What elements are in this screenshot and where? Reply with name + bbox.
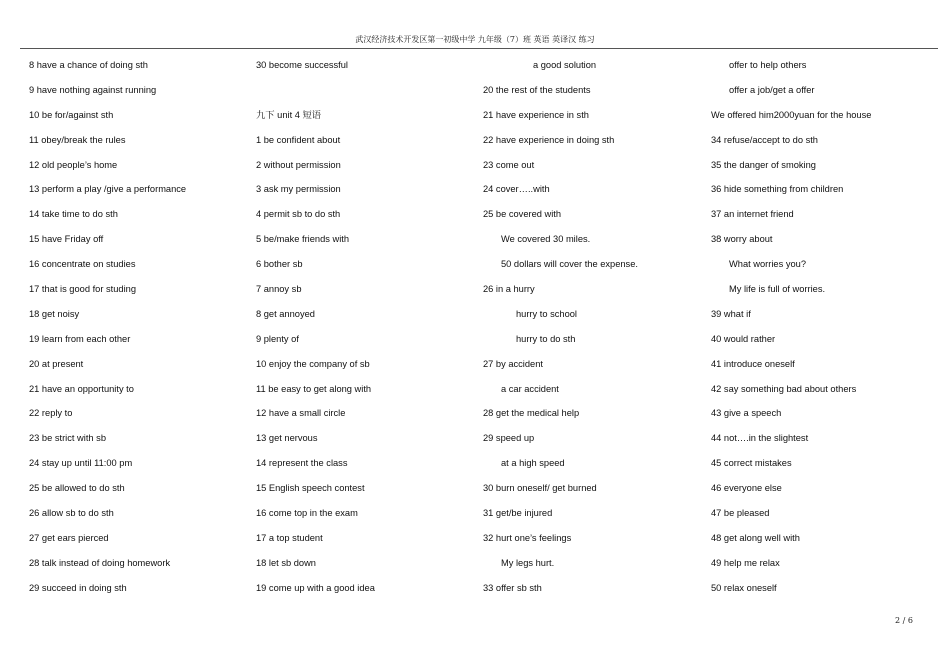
phrase-item: 48 get along well with: [711, 532, 800, 543]
phrase-item: 18 let sb down: [256, 557, 316, 568]
phrase-item: 22 reply to: [29, 408, 73, 419]
phrase-item: offer to help others: [729, 60, 807, 70]
phrase-item: 8 get annoyed: [256, 308, 315, 319]
phrase-item: 11 obey/break the rules: [29, 134, 126, 145]
page-number: 2 / 6: [895, 616, 913, 625]
phrase-item: 24 cover…..with: [483, 184, 550, 195]
phrase-item: 7 annoy sb: [256, 284, 302, 295]
phrase-item: 10 enjoy the company of sb: [256, 358, 370, 369]
phrase-item: 26 allow sb to do sth: [29, 508, 114, 519]
phrase-item: 31 get/be injured: [483, 508, 553, 519]
header-divider: [20, 48, 938, 49]
phrase-item: 2 without permission: [256, 159, 341, 170]
phrase-item: 15 have Friday off: [29, 234, 104, 245]
phrase-item: offer a job/get a offer: [729, 84, 815, 95]
phrase-item: My life is full of worries.: [729, 284, 826, 295]
phrase-item: 46 everyone else: [711, 483, 782, 494]
phrase-item: 1 be confident about: [256, 134, 341, 145]
phrase-item: 44 not….in the slightest: [711, 433, 809, 444]
phrase-column-3: [483, 57, 711, 605]
phrase-item: 13 get nervous: [256, 433, 318, 444]
phrase-item: 41 introduce oneself: [711, 358, 795, 369]
phrase-item: 20 at present: [29, 358, 84, 369]
phrase-item: 17 a top student: [256, 532, 323, 543]
phrase-item: 19 learn from each other: [29, 333, 131, 344]
phrase-item: 23 be strict with sb: [29, 433, 106, 444]
phrase-item: We covered 30 miles.: [501, 234, 591, 245]
phrase-item: 30 burn oneself/ get burned: [483, 483, 597, 494]
phrase-item: We offered him2000yuan for the house: [711, 109, 872, 120]
phrase-item: 九下 unit 4 短语: [256, 109, 322, 120]
phrase-item: 17 that is good for studing: [29, 284, 136, 295]
phrase-item: 27 get ears pierced: [29, 532, 109, 543]
phrase-item: 18 get noisy: [29, 308, 80, 319]
phrase-item: 21 have experience in sth: [483, 109, 589, 120]
phrase-item: 26 in a hurry: [483, 284, 535, 295]
phrase-item: 33 offer sb sth: [483, 582, 542, 593]
phrase-item: 22 have experience in doing sth: [483, 134, 615, 145]
phrase-item: 27 by accident: [483, 358, 543, 369]
phrase-item: 30 become successful: [256, 60, 348, 70]
phrase-item: 25 be covered with: [483, 209, 562, 220]
phrase-item: 38 worry about: [711, 234, 773, 245]
phrase-item: What worries you?: [729, 259, 806, 270]
phrase-item: [256, 82, 484, 107]
phrase-item: 4 permit sb to do sth: [256, 209, 341, 220]
phrase-item: 13 perform a play /give a performance: [29, 184, 187, 195]
phrase-item: 11 be easy to get along with: [256, 383, 372, 394]
phrase-column-4: [711, 57, 939, 605]
phrase-item: 29 speed up: [483, 433, 535, 444]
phrase-item: 3 ask my permission: [256, 184, 341, 195]
phrase-item: 39 what if: [711, 308, 751, 319]
phrase-item: hurry to do sth: [516, 333, 576, 344]
phrase-item: 37 an internet friend: [711, 209, 794, 220]
phrase-item: 9 have nothing against running: [29, 84, 157, 95]
phrase-item: 16 concentrate on studies: [29, 259, 136, 270]
phrase-item: 14 represent the class: [256, 458, 348, 469]
phrase-column-1: [29, 57, 257, 605]
phrase-item: 19 come up with a good idea: [256, 582, 375, 593]
phrase-item: 43 give a speech: [711, 408, 782, 419]
phrase-item: 35 the danger of smoking: [711, 159, 816, 170]
phrase-item: 45 correct mistakes: [711, 458, 792, 469]
phrase-item: 42 say something bad about others: [711, 383, 857, 394]
phrase-item: 49 help me relax: [711, 557, 780, 568]
phrase-item: 29 succeed in doing sth: [29, 582, 127, 593]
phrase-item: 12 old people’s home: [29, 159, 118, 170]
phrase-item: 28 get the medical help: [483, 408, 580, 419]
phrase-item: 6 bother sb: [256, 259, 303, 270]
phrase-item: 23 come out: [483, 159, 535, 170]
phrase-item: 25 be allowed to do sth: [29, 483, 125, 494]
phrase-item: at a high speed: [501, 458, 565, 469]
phrase-item: 47 be pleased: [711, 508, 770, 519]
phrase-item: 24 stay up until 11:00 pm: [29, 458, 133, 469]
page-header: 武汉经济技术开发区第一初级中学 九年级（7）班 英语 英译汉 练习: [355, 35, 595, 44]
phrase-item: 32 hurt one’s feelings: [483, 532, 572, 543]
phrase-item: 14 take time to do sth: [29, 209, 118, 220]
phrase-item: a car accident: [501, 383, 559, 394]
phrase-item: 36 hide something from children: [711, 184, 844, 195]
phrase-item: 10 be for/against sth: [29, 109, 114, 120]
phrase-item: 50 dollars will cover the expense.: [501, 259, 638, 270]
phrase-item: 12 have a small circle: [256, 408, 346, 419]
phrase-item: 28 talk instead of doing homework: [29, 557, 171, 568]
phrase-item: 15 English speech contest: [256, 483, 365, 494]
phrase-item: 34 refuse/accept to do sth: [711, 134, 818, 145]
phrase-item: hurry to school: [516, 308, 577, 319]
phrase-item: 40 would rather: [711, 333, 776, 344]
phrase-item: My legs hurt.: [501, 557, 555, 568]
phrase-item: 50 relax oneself: [711, 582, 777, 593]
phrase-item: a good solution: [533, 60, 597, 70]
phrase-item: 20 the rest of the students: [483, 84, 591, 95]
phrase-column-2: [256, 57, 484, 605]
phrase-item: 21 have an opportunity to: [29, 383, 134, 394]
phrase-item: 16 come top in the exam: [256, 508, 358, 519]
phrase-item: 8 have a chance of doing sth: [29, 60, 148, 70]
phrase-item: 5 be/make friends with: [256, 234, 350, 245]
phrase-item: 9 plenty of: [256, 333, 299, 344]
